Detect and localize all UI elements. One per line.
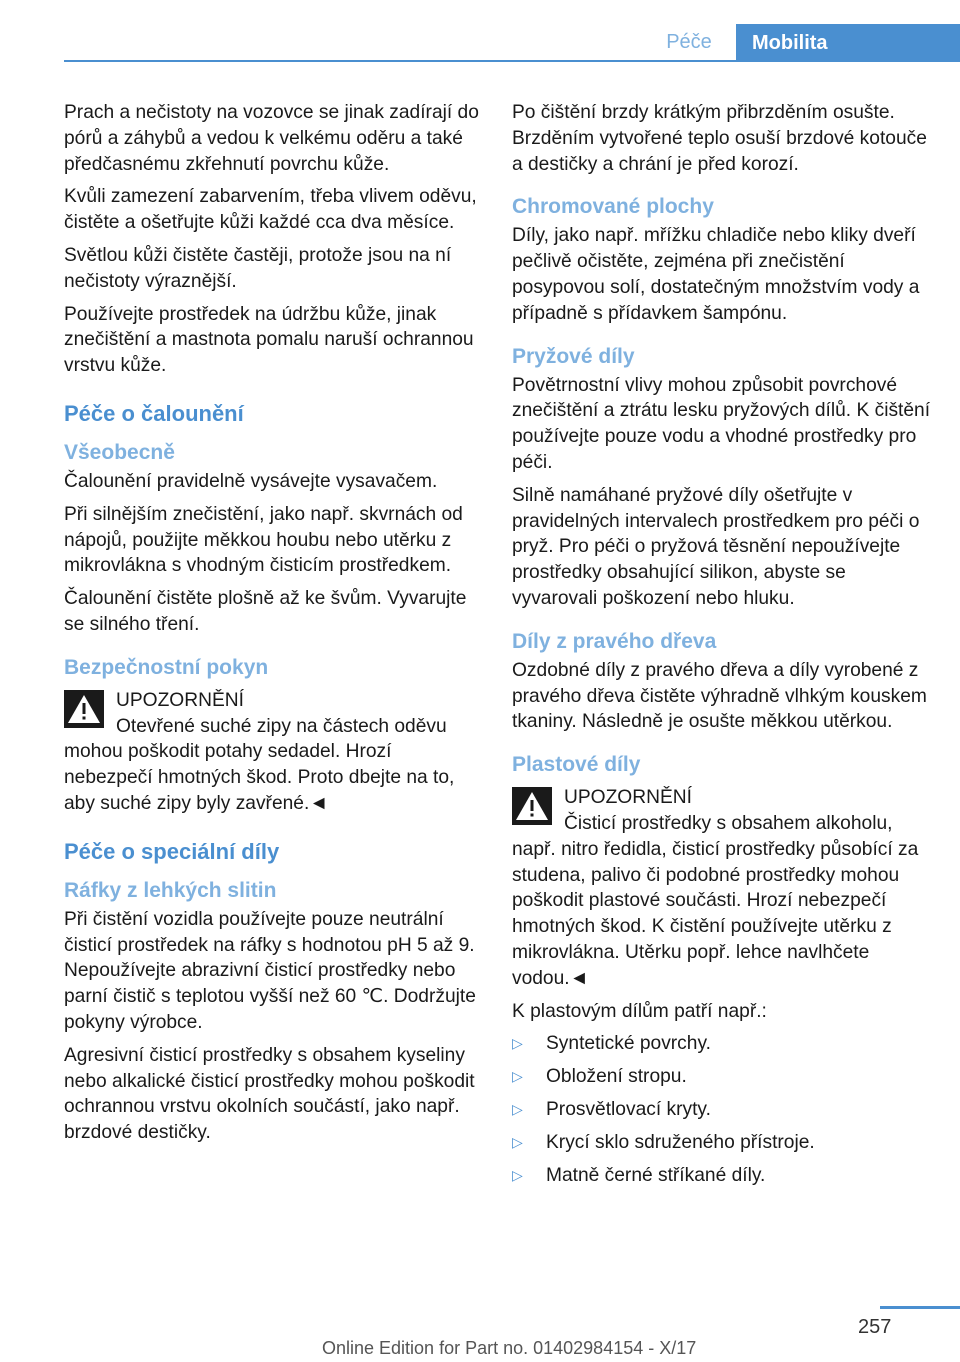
- paragraph: Prach a nečistoty na vozovce se jinak zadírají do pórů a záhybů a vedou k velkému oděru a také předčasnému zkřehnutí povrchu kůže.: [64, 102, 479, 175]
- paragraph: Používejte prostředek na údržbu kůže, jinak znečištění a mastnota pomalu naruší ochrannou vrstvu kůže.: [64, 303, 474, 377]
- left-column: [64, 100, 484, 1153]
- warning-block: [512, 785, 932, 991]
- list-item: [512, 1031, 932, 1057]
- bullet-triangle-icon: ▷: [512, 1068, 523, 1085]
- subheading-rims: Ráfky z lehkých slitin: [64, 878, 277, 902]
- warning-text: Otevřené suché zipy na částech oděvu: [116, 715, 447, 737]
- page-header: [0, 0, 960, 62]
- subheading-rubber: Pryžové díly: [512, 344, 635, 368]
- paragraph: Po čištění brzdy krátkým přibrzděním osušte. Brzděním vytvořené teplo osuší brzdové kotouče a destičky a chrání je před korozí.: [512, 102, 927, 175]
- bullet-triangle-icon: ▷: [512, 1035, 523, 1052]
- subheading-general: Všeobecně: [64, 440, 175, 464]
- paragraph: K plastovým dílům patří např.:: [512, 1000, 767, 1022]
- subheading-chrome: Chromované plochy: [512, 195, 714, 219]
- paragraph: Při silnějším znečistění, jako např. skvrnách od nápojů, použijte měkkou houbu nebo utěrku z mikrovlákna s vhodným čisticím prostředkem.: [64, 503, 463, 577]
- paragraph: Kvůli zamezení zabarvením, třeba vlivem oděvu, čistěte a ošetřujte kůži každé cca dva měsíce.: [64, 186, 477, 234]
- warning-title: UPOZORNĚNÍ: [116, 689, 244, 711]
- warning-title: UPOZORNĚNÍ: [564, 787, 692, 809]
- warning-text: např. nitro ředidla, čisticí prostředky působící za studena, palivo či podobné prostředky mohou poškodit plastové součásti. Hrozí nebezpečí hmotných škod. K čistění používejte utěrku z mikrovlákna. Utěrku popř. lehce navlhčete vodou.◄: [512, 838, 919, 989]
- section-heading-upholstery: Péče o čalounění: [64, 400, 244, 426]
- paragraph: Při čistění vozidla používejte pouze neutrální čisticí prostředek na ráfky s hodnotou pH 5 až 9. Nepoužívejte abrazivní čisticí prostředky nebo parní čistič s teplotou vyšší než 60 ℃. Dodržujte pokyny výrobce.: [64, 908, 476, 1033]
- paragraph: Čalounění čistěte plošně až ke švům. Vyvarujte se silného tření.: [64, 588, 467, 635]
- list-item-text: Prosvětlovací kryty.: [546, 1098, 711, 1120]
- bullet-triangle-icon: ▷: [512, 1133, 523, 1150]
- bullet-list: [512, 1031, 932, 1188]
- warning-triangle-icon: [512, 787, 552, 825]
- list-item: [512, 1097, 932, 1123]
- paragraph: Agresivní čisticí prostředky s obsahem kyseliny nebo alkalické čisticí prostředky mohou poškodit ochrannou vrstvu okolních součástí, jako např. brzdové destičky.: [64, 1044, 475, 1144]
- list-item-text: Syntetické povrchy.: [546, 1033, 711, 1055]
- warning-block: [64, 688, 484, 817]
- subheading-plastic: Plastové díly: [512, 753, 641, 777]
- right-column: [512, 100, 932, 1195]
- tab-pece[interactable]: Péče: [666, 31, 712, 53]
- header-rule: [64, 60, 960, 62]
- paragraph: Ozdobné díly z pravého dřeva a díly vyrobené z pravého dřeva čistěte výhradně vlhkým kouskem tkaniny. Následně je osušte měkkou utěrkou.: [512, 659, 927, 733]
- warning-triangle-icon: [64, 690, 104, 728]
- paragraph: Díly, jako např. mřížku chladiče nebo kliky dveří pečlivě očistěte, zejména při znečistění posypovou solí, dostatečným množstvím vody a případně s přídavkem šampónu.: [512, 225, 920, 324]
- list-item: [512, 1163, 932, 1189]
- bullet-triangle-icon: ▷: [512, 1100, 523, 1117]
- footer-edition: Online Edition for Part no. 01402984154 - X/17: [322, 1338, 697, 1358]
- page-number: 257: [858, 1316, 892, 1338]
- warning-text: Čisticí prostředky s obsahem alkoholu,: [564, 812, 893, 834]
- warning-text: mohou poškodit potahy sedadel. Hrozí nebezpečí hmotných škod. Proto dbejte na to, aby suché zipy byly zavřené.◄: [64, 741, 455, 814]
- paragraph: Silně namáhané pryžové díly ošetřujte v pravidelných intervalech prostředkem pro péči o pryž. Pro péči o pryžová těsnění nepoužívejte prostředky obsahující silikon, abyste se vyvarovali poškození nebo hluku.: [512, 484, 920, 609]
- list-item-text: Matně černé stříkané díly.: [546, 1164, 766, 1186]
- subheading-wood: Díly z pravého dřeva: [512, 629, 717, 653]
- list-item-text: Obložení stropu.: [546, 1066, 687, 1088]
- tab-mobilita[interactable]: Mobilita: [736, 24, 960, 62]
- list-item: [512, 1130, 932, 1156]
- subheading-safety: Bezpečnostní pokyn: [64, 655, 269, 679]
- paragraph: Čalounění pravidelně vysávejte vysavačem.: [64, 470, 438, 492]
- section-heading-special: Péče o speciální díly: [64, 838, 280, 864]
- list-item-text: Krycí sklo sdruženého přístroje.: [546, 1131, 815, 1153]
- bullet-triangle-icon: ▷: [512, 1166, 523, 1183]
- paragraph: Světlou kůži čistěte častěji, protože jsou na ní nečistoty výraznější.: [64, 244, 452, 292]
- footer-rule: [880, 1306, 960, 1309]
- paragraph: Povětrnostní vlivy mohou způsobit povrchové znečištění a ztrátu lesku pryžových dílů. K čištění používejte pouze vodu a vhodné prostředky pro péči.: [512, 374, 931, 473]
- list-item: [512, 1064, 932, 1090]
